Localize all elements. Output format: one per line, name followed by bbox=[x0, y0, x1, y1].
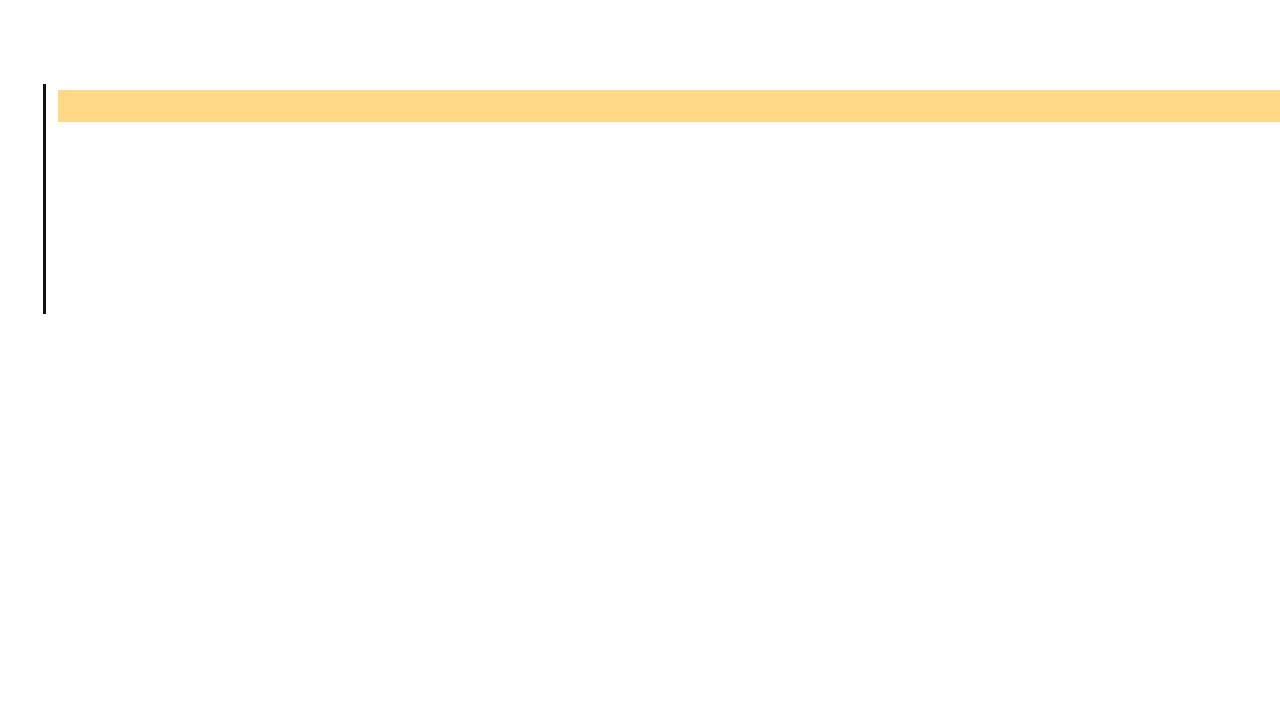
table-header-row bbox=[58, 90, 1280, 122]
accent-divider bbox=[43, 84, 46, 314]
